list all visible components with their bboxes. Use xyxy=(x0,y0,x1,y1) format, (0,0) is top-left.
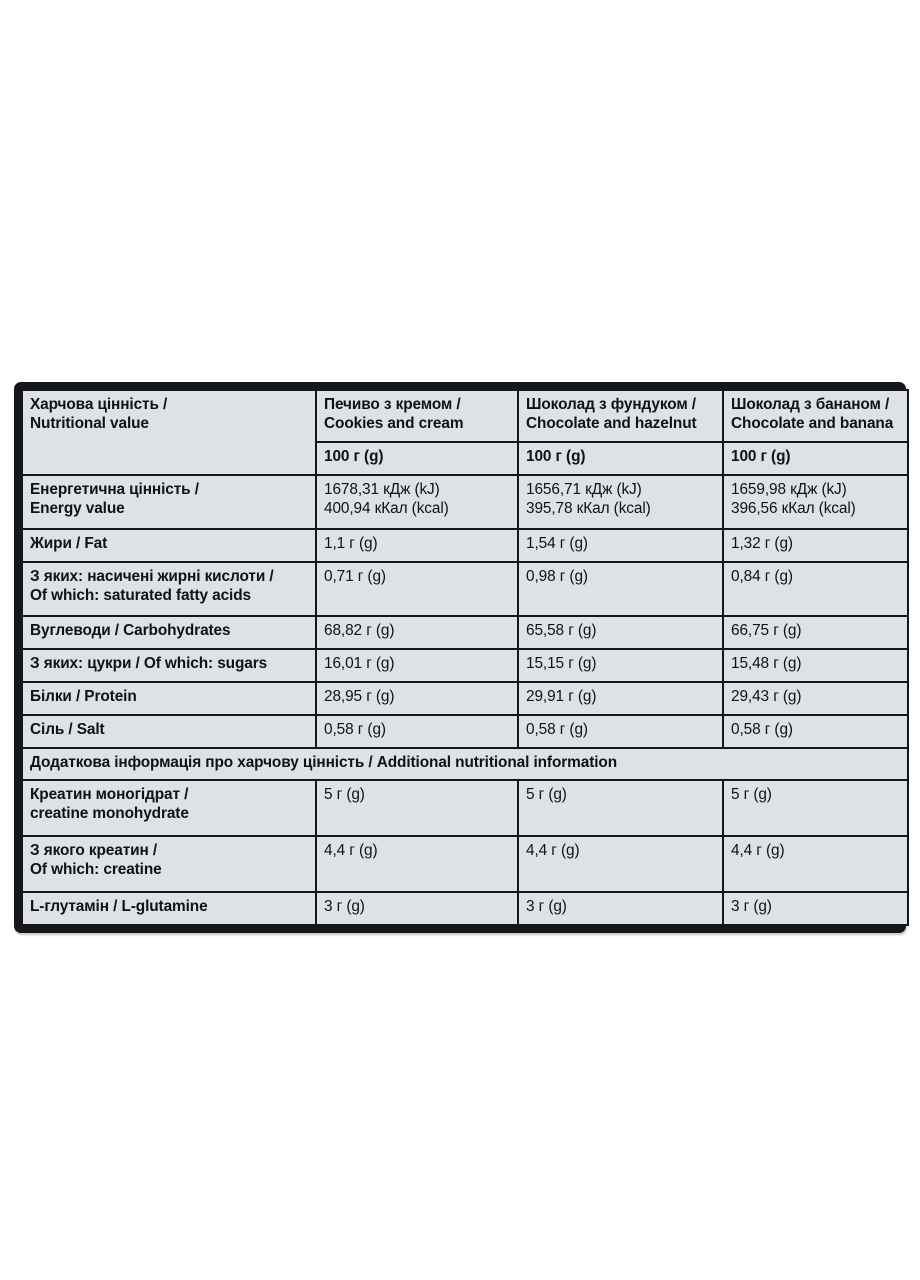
cell-fat-cookies: 1,1 г (g) xyxy=(317,530,517,561)
row-label-fat: Жири / Fat xyxy=(23,530,315,561)
cell-sugars-hazelnut: 15,15 г (g) xyxy=(519,650,722,681)
row-label-l-glutamine: L-глутамін / L-glutamine xyxy=(23,893,315,924)
header-product-uk: Шоколад з фундуком / xyxy=(526,396,696,413)
header-product-en: Chocolate and hazelnut xyxy=(526,414,697,432)
cell-glutamine-cookies: 3 г (g) xyxy=(317,893,517,924)
table-section-banner-row xyxy=(23,749,907,780)
cell-salt-cookies: 0,58 г (g) xyxy=(317,716,517,747)
header-product-uk: Шоколад з бананом / xyxy=(731,396,890,413)
header-unit-cookies-and-cream: 100 г (g) xyxy=(317,443,517,474)
table-row xyxy=(23,893,907,924)
header-unit-chocolate-and-banana: 100 г (g) xyxy=(724,443,907,474)
cell-of-which-creatine-cookies: 4,4 г (g) xyxy=(317,837,517,891)
cell-salt-hazelnut: 0,58 г (g) xyxy=(519,716,722,747)
cell-energy-value-cookies xyxy=(317,476,517,528)
cell-fat-hazelnut: 1,54 г (g) xyxy=(519,530,722,561)
row-label-en: Energy value xyxy=(30,499,125,517)
table-row xyxy=(23,563,907,615)
table-row xyxy=(23,476,907,528)
value-kcal: 395,78 кКал (kcal) xyxy=(526,499,651,517)
value-kcal: 396,56 кКал (kcal) xyxy=(731,499,856,517)
cell-saturated-cookies: 0,71 г (g) xyxy=(317,563,517,615)
table-row xyxy=(23,650,907,681)
cell-salt-banana: 0,58 г (g) xyxy=(724,716,907,747)
nutrition-table-container xyxy=(14,382,906,933)
table-header-row-products xyxy=(23,391,907,441)
cell-carbs-hazelnut: 65,58 г (g) xyxy=(519,617,722,648)
row-label-uk: Креатин моногідрат / xyxy=(30,786,189,804)
row-label-saturated-fatty-acids xyxy=(23,563,315,615)
cell-saturated-banana: 0,84 г (g) xyxy=(724,563,907,615)
cell-energy-value-hazelnut xyxy=(519,476,722,528)
row-label-uk: З якого креатин / xyxy=(30,842,158,860)
row-label-sugars: З яких: цукри / Of which: sugars xyxy=(23,650,315,681)
row-label-en: Of which: creatine xyxy=(30,861,162,879)
header-cell-chocolate-and-banana xyxy=(724,391,907,441)
table-row xyxy=(23,716,907,747)
nutrition-table xyxy=(21,389,909,926)
cell-protein-hazelnut: 29,91 г (g) xyxy=(519,683,722,714)
cell-creatine-mono-banana: 5 г (g) xyxy=(724,781,907,835)
cell-carbs-banana: 66,75 г (g) xyxy=(724,617,907,648)
cell-of-which-creatine-hazelnut: 4,4 г (g) xyxy=(519,837,722,891)
header-label-uk: Харчова цінність / xyxy=(30,396,168,413)
cell-protein-banana: 29,43 г (g) xyxy=(724,683,907,714)
value-kj: 1678,31 кДж (kJ) xyxy=(324,480,440,498)
cell-sugars-cookies: 16,01 г (g) xyxy=(317,650,517,681)
header-cell-nutritional-value xyxy=(23,391,315,474)
row-label-energy-value xyxy=(23,476,315,528)
cell-saturated-hazelnut: 0,98 г (g) xyxy=(519,563,722,615)
cell-creatine-mono-hazelnut: 5 г (g) xyxy=(519,781,722,835)
value-kcal: 400,94 кКал (kcal) xyxy=(324,499,449,517)
table-row xyxy=(23,530,907,561)
table-row xyxy=(23,837,907,891)
table-row xyxy=(23,617,907,648)
header-product-en: Cookies and cream xyxy=(324,414,464,432)
header-unit-chocolate-and-hazelnut: 100 г (g) xyxy=(519,443,722,474)
row-label-en: creatine monohydrate xyxy=(30,805,189,823)
row-label-en: Of which: saturated fatty acids xyxy=(30,586,251,604)
header-cell-cookies-and-cream xyxy=(317,391,517,441)
row-label-carbohydrates: Вуглеводи / Carbohydrates xyxy=(23,617,315,648)
section-banner-additional-info: Додаткова інформація про харчову цінність / Additional nutritional information xyxy=(23,749,907,780)
cell-of-which-creatine-banana: 4,4 г (g) xyxy=(724,837,907,891)
cell-energy-value-banana xyxy=(724,476,907,528)
row-label-protein: Білки / Protein xyxy=(23,683,315,714)
row-label-creatine-monohydrate xyxy=(23,781,315,835)
header-product-uk: Печиво з кремом / xyxy=(324,396,461,413)
header-cell-chocolate-and-hazelnut xyxy=(519,391,722,441)
cell-glutamine-hazelnut: 3 г (g) xyxy=(519,893,722,924)
cell-protein-cookies: 28,95 г (g) xyxy=(317,683,517,714)
header-label-en: Nutritional value xyxy=(30,414,149,432)
cell-glutamine-banana: 3 г (g) xyxy=(724,893,907,924)
cell-creatine-mono-cookies: 5 г (g) xyxy=(317,781,517,835)
table-row xyxy=(23,683,907,714)
value-kj: 1656,71 кДж (kJ) xyxy=(526,480,642,498)
row-label-salt: Сіль / Salt xyxy=(23,716,315,747)
row-label-of-which-creatine xyxy=(23,837,315,891)
value-kj: 1659,98 кДж (kJ) xyxy=(731,480,847,498)
table-row xyxy=(23,781,907,835)
row-label-uk: З яких: насичені жирні кислоти / xyxy=(30,567,274,585)
cell-sugars-banana: 15,48 г (g) xyxy=(724,650,907,681)
cell-carbs-cookies: 68,82 г (g) xyxy=(317,617,517,648)
cell-fat-banana: 1,32 г (g) xyxy=(724,530,907,561)
row-label-uk: Енергетична цінність / xyxy=(30,480,199,498)
header-product-en: Chocolate and banana xyxy=(731,414,894,432)
